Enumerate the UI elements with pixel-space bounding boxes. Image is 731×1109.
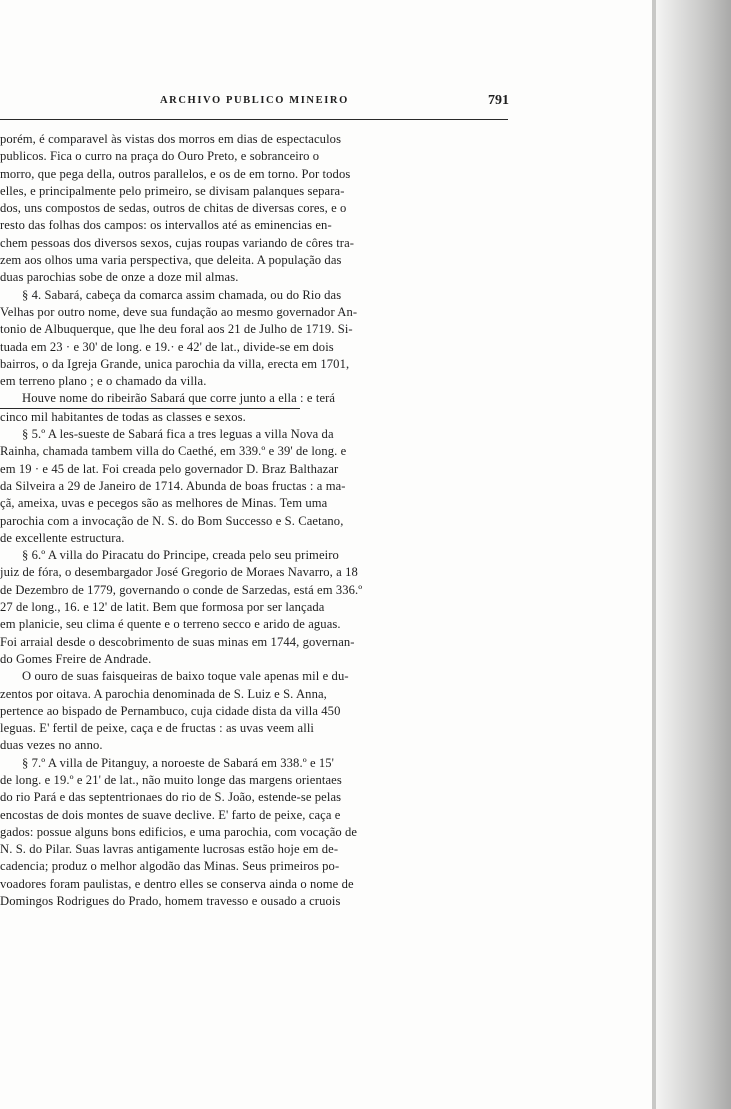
text-line: 27 de long., 16. e 12' de latit. Bem que formosa por ser lançada [0,600,325,615]
header-rule [0,119,508,120]
text-line: do rio Pará e das septentrionaes do rio de S. João, estende-se pelas [0,790,342,805]
paragraph-start: O ouro de suas faisqueiras de baixo toque vale apenas mil e du- [22,669,349,684]
text-line: morro, que pega della, outros parallelos, e os de em torno. Por todos [0,166,351,181]
text-line: publicos. Fica o curro na praça do Ouro Preto, e sobranceiro o [0,149,320,164]
text-line: tuada em 23 · e 30' de long. e 19.· e 42' de lat., divide-se em dois [0,339,334,354]
text-line: encostas de dois montes de suave declive. E' farto de peixe, caça e [0,807,341,822]
running-header [0,95,512,113]
text-line: em terreno plano ; e o chamado da villa. [0,374,207,389]
binding-edge [652,0,656,1109]
text-line: do Gomes Freire de Andrade. [0,651,152,666]
text-line: voadores foram paulistas, e dentro elles se conserva ainda o nome de [0,876,354,891]
text-line: Domingos Rodrigues do Prado, homem travesso e ousado a cruois [0,894,341,909]
text-line: da Silveira a 29 de Janeiro de 1714. Abunda de boas fructas : a ma- [0,478,346,493]
text-line: gados: possue alguns bons edificios, e uma parochia, com vocação de [0,824,358,839]
text-line: zentos por oitava. A parochia denominada de S. Luiz e S. Anna, [0,686,327,701]
page-number: 791 [488,93,509,108]
text-line: de long. e 19.º e 21' de lat., não muito longe das margens orientaes [0,772,342,787]
text-line: Foi arraial desde o descobrimento de suas minas em 1744, governan- [0,634,355,649]
text-line: porém, é comparavel às vistas dos morros em dias de espectaculos [0,132,342,146]
text-line: Velhas por outro nome, deve sua fundação ao mesmo governador An- [0,304,358,319]
text-line: leguas. E' fertil de peixe, caça e de fructas : as uvas veem alli [0,721,315,736]
text-line: tonio de Albuquerque, que lhe deu foral aos 21 de Julho de 1719. Si- [0,322,353,337]
text-line: cadencia; produz o melhor algodão das Minas. Seus primeiros po- [0,859,340,874]
text-line: parochia com a invocação de N. S. do Bom Successo e S. Caetano, [0,513,344,528]
text-line: dos, uns compostos de sedas, outros de chitas de diversas cores, e o [0,201,347,216]
body-text [0,131,506,910]
text-line: chem pessoas dos diversos sexos, cujas roupas variando de côres tra- [0,235,355,250]
text-line: juiz de fóra, o desembargador José Gregorio de Moraes Navarro, a 18 [0,565,358,580]
text-line: bairros, o da Igreja Grande, unica parochia da villa, erecta em 1701, [0,356,350,371]
paragraph-start: § 6.º A villa do Piracatu do Principe, creada pelo seu primeiro [22,548,339,563]
text-line: de excellente estructura. [0,530,125,545]
underlined-text-line: Houve nome do ribeirão Sabará que corre junto a ella : e terá [22,391,336,406]
paragraph-start: § 5.º A les-sueste de Sabará fica a tres leguas a villa Nova da [22,427,334,442]
text-line: de Dezembro de 1779, governando o conde de Sarzedas, está em 336.º [0,582,363,597]
text-line: duas vezes no anno. [0,738,103,753]
running-header-title: ARCHIVO PUBLICO MINEIRO [160,95,349,106]
page-gutter-shadow [654,0,731,1109]
text-line: zem aos olhos uma varia perspectiva, que deleita. A população das [0,253,342,268]
text-line: cinco mil habitantes de todas as classes e sexos. [0,408,300,426]
paragraph-start: § 7.º A villa de Pitanguy, a noroeste de Sabará em 338.º e 15' [22,755,335,770]
text-line: pertence ao bispado de Pernambuco, cuja cidade dista da villa 450 [0,703,341,718]
text-line: çã, ameixa, uvas e pecegos são as melhores de Minas. Tem uma [0,496,328,511]
text-line: em planicie, seu clima é quente e o terreno secco e arido de aguas. [0,617,341,632]
text-line: Rainha, chamada tambem villa do Caethé, em 339.º e 39' de long. e [0,444,347,459]
text-line: resto das folhas dos campos: os intervallos até as eminencias en- [0,218,332,233]
text-line: em 19 · e 45 de lat. Foi creada pelo governador D. Braz Balthazar [0,461,339,476]
paragraph-start: § 4. Sabará, cabeça da comarca assim chamada, ou do Rio das [22,287,342,302]
text-line: elles, e principalmente pelo primeiro, se divisam palanques separa- [0,183,345,198]
text-line: N. S. do Pilar. Suas lavras antigamente lucrosas estão hoje em de- [0,842,339,857]
text-line: duas parochias sobe de onze a doze mil almas. [0,270,239,285]
